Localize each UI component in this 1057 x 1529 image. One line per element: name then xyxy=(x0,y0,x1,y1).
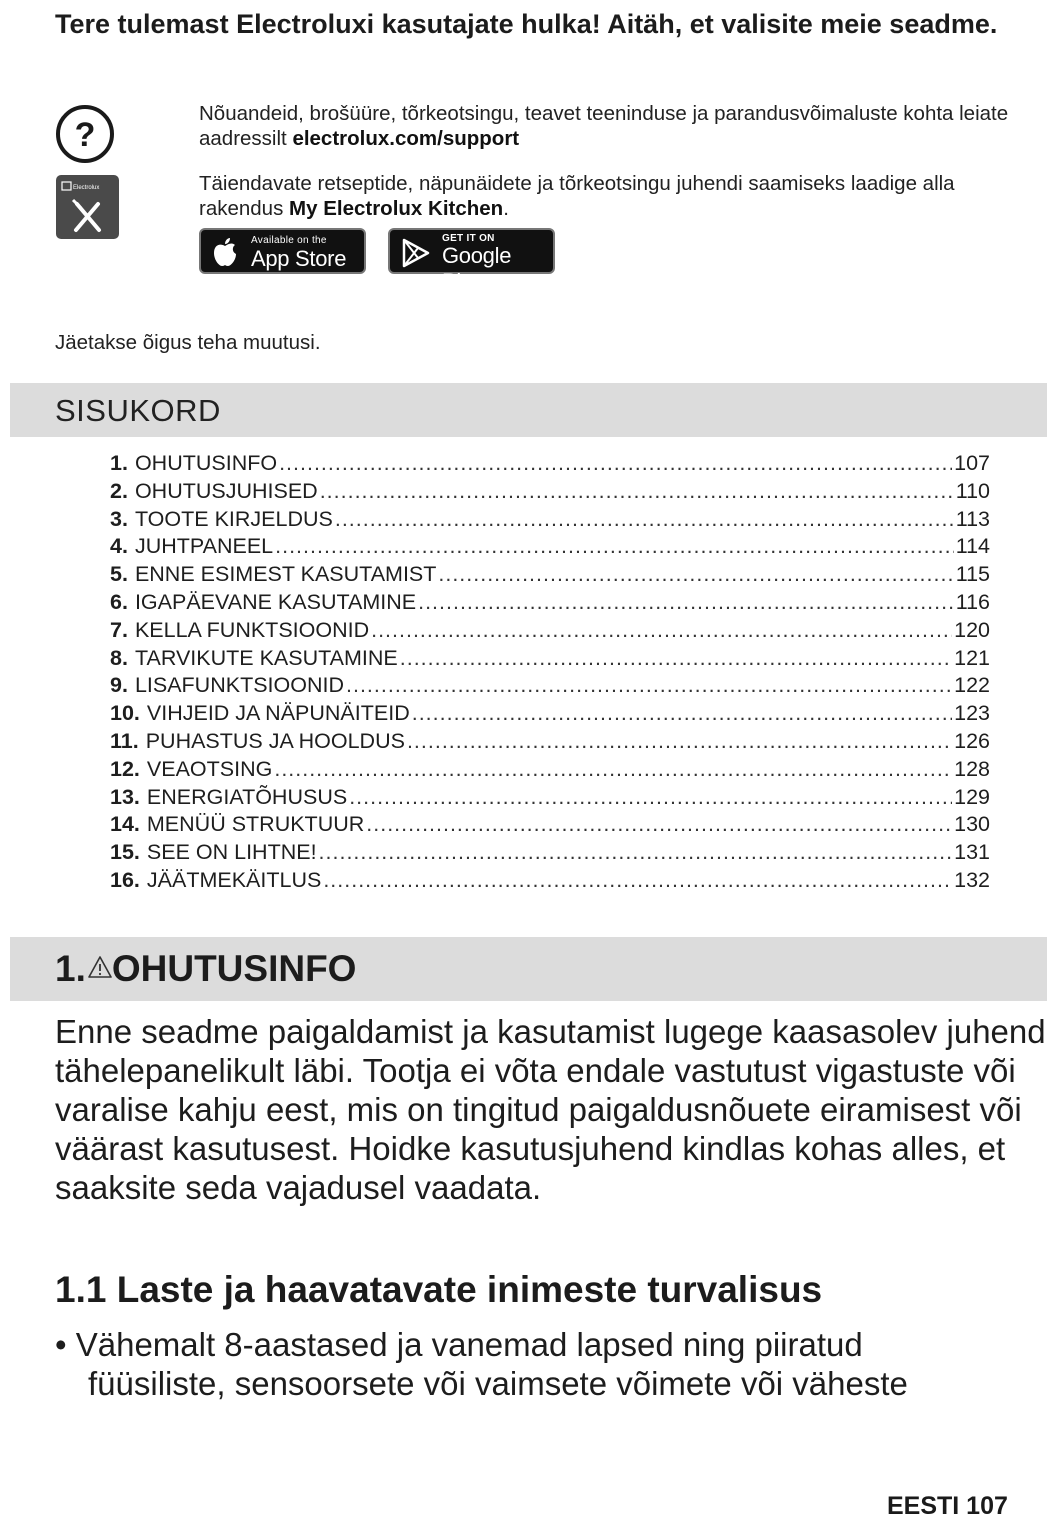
toc-page-number: 132 xyxy=(954,867,990,892)
app-text: Täiendavate retseptide, näpunäidete ja tõrkeotsingu juhendi saamiseks laadige alla rakendus xyxy=(199,172,955,220)
toc-row[interactable] xyxy=(110,812,990,840)
toc-row[interactable] xyxy=(110,785,990,813)
toc-number: 2. xyxy=(110,478,128,503)
bullet-item xyxy=(55,1325,1015,1403)
app-suffix: . xyxy=(503,197,509,220)
toc-page-number: 131 xyxy=(954,840,990,865)
app-store-big: App Store xyxy=(251,246,347,271)
support-paragraph xyxy=(199,101,1029,151)
svg-text:?: ? xyxy=(74,116,96,154)
toc-title: OHUTUSINFO xyxy=(134,451,278,475)
toc-row[interactable] xyxy=(110,729,990,757)
toc-number: 10. xyxy=(110,701,140,726)
welcome-heading: Tere tulemast Electroluxi kasutajate hulka! Aitäh, et valisite meie seadme. xyxy=(55,9,998,39)
app-paragraph xyxy=(199,171,1029,221)
google-play-badge[interactable] xyxy=(388,228,555,294)
toc-row[interactable] xyxy=(110,479,990,507)
toc-row[interactable] xyxy=(110,618,990,646)
toc-leader-dots xyxy=(323,868,952,893)
toc-leader-dots xyxy=(279,451,952,476)
section-1-intro: Enne seadme paigaldamist ja kasutamist lugege kaasasolev juhend tähelepanelikult läbi. Tootja ei võta endale vastutust vigastuste või varalise kahju eest, mis on tingitud paigaldusnõuete eiramisest või väärast kasutusest. Hoidke kasutusjuhend kindlas kohas alles, et saaksite seda vajadusel vaadata. xyxy=(55,1013,1046,1206)
toc-number: 5. xyxy=(110,562,128,587)
toc-title: OHUTUSJUHISED xyxy=(134,478,318,503)
toc-title: ENERGIATÕHUSUS xyxy=(146,784,348,809)
toc-row[interactable] xyxy=(110,701,990,729)
toc-leader-dots xyxy=(418,590,954,615)
subsection-1-1-title: 1.1 Laste ja haavatavate inimeste turvalisus xyxy=(55,1269,823,1310)
toc-page-number: 122 xyxy=(954,673,990,698)
toc-page-number: 121 xyxy=(954,645,990,670)
toc-heading: SISUKORD xyxy=(55,393,221,428)
support-text: Nõuandeid, brošüüre, tõrkeotsingu, teavet teeninduse ja parandusvõimaluste kohta leiate aadressilt xyxy=(199,102,1009,150)
toc-title: TOOTE KIRJELDUS xyxy=(134,506,333,531)
toc-title: SEE ON LIHTNE! xyxy=(146,840,317,865)
toc-row[interactable] xyxy=(110,868,990,896)
section-1-number: 1. xyxy=(55,948,86,989)
toc-leader-dots xyxy=(274,757,952,782)
toc-page-number: 128 xyxy=(954,756,990,781)
bullet-line-1: • Vähemalt 8-aastased ja vanemad lapsed ning piiratud xyxy=(55,1326,863,1363)
kitchen-app-icon xyxy=(55,174,120,240)
google-play-small: GET IT ON xyxy=(442,233,495,244)
toc-leader-dots xyxy=(320,479,954,504)
toc-page-number: 129 xyxy=(954,784,990,809)
toc-row[interactable] xyxy=(110,507,990,535)
toc-leader-dots xyxy=(319,840,953,865)
toc-title: ENNE ESIMEST KASUTAMIST xyxy=(134,562,437,587)
toc-page-number: 120 xyxy=(954,617,990,642)
toc-number: 6. xyxy=(110,589,128,614)
toc-number: 7. xyxy=(110,617,128,642)
toc-row[interactable] xyxy=(110,757,990,785)
toc-number: 3. xyxy=(110,506,128,531)
app-store-badge[interactable] xyxy=(199,228,366,274)
toc-page-number: 126 xyxy=(954,728,990,753)
toc-number: 4. xyxy=(110,534,128,559)
toc-number: 8. xyxy=(110,645,128,670)
toc-page-number: 116 xyxy=(955,589,990,614)
support-link[interactable]: electrolux.com/support xyxy=(292,127,520,150)
toc-title: TARVIKUTE KASUTAMINE xyxy=(134,645,398,670)
toc-leader-dots xyxy=(371,618,952,643)
toc-leader-dots xyxy=(366,812,952,837)
toc-page-number: 123 xyxy=(954,701,990,726)
toc-leader-dots xyxy=(412,701,952,726)
toc-title: IGAPÄEVANE KASUTAMINE xyxy=(134,589,417,614)
toc-row[interactable] xyxy=(110,646,990,674)
app-name: My Electrolux Kitchen xyxy=(289,197,504,220)
toc-number: 13. xyxy=(110,784,140,809)
toc-row[interactable] xyxy=(110,673,990,701)
section-1-title xyxy=(55,948,356,990)
toc-title: PUHASTUS JA HOOLDUS xyxy=(145,728,405,753)
toc-page-number: 130 xyxy=(954,812,990,837)
toc-row[interactable] xyxy=(110,590,990,618)
play-store-icon xyxy=(401,238,431,268)
toc-page-number: 115 xyxy=(955,562,990,587)
toc-title: MENÜÜ STRUKTUUR xyxy=(146,812,365,837)
toc-leader-dots xyxy=(400,646,952,671)
toc-leader-dots xyxy=(346,673,952,698)
toc-number: 16. xyxy=(110,867,140,892)
toc-page-number: 114 xyxy=(955,534,990,559)
apple-icon xyxy=(212,237,238,267)
toc-page-number: 110 xyxy=(955,478,990,503)
toc-title: VEAOTSING xyxy=(146,756,273,781)
toc-title: JUHTPANEEL xyxy=(134,534,274,559)
warning-icon xyxy=(88,955,112,979)
toc-number: 14. xyxy=(110,812,140,837)
page-footer: EESTI 107 xyxy=(887,1492,1008,1520)
toc-leader-dots xyxy=(438,562,953,587)
toc-row[interactable] xyxy=(110,451,990,479)
toc-row[interactable] xyxy=(110,562,990,590)
toc-row[interactable] xyxy=(110,840,990,868)
toc-leader-dots xyxy=(349,785,952,810)
toc-page-number: 107 xyxy=(954,451,990,475)
toc-title: JÄÄTMEKÄITLUS xyxy=(146,867,322,892)
table-of-contents xyxy=(110,451,990,896)
toc-leader-dots xyxy=(275,534,954,559)
toc-page-number: 113 xyxy=(955,506,990,531)
rights-note: Jäetakse õigus teha muutusi. xyxy=(55,331,321,354)
toc-title: VIHJEID JA NÄPUNÄITEID xyxy=(146,701,410,726)
google-play-big: Google Play xyxy=(442,243,512,294)
section-1-heading-text: OHUTUSINFO xyxy=(111,948,357,989)
toc-number: 15. xyxy=(110,840,140,865)
question-help-icon xyxy=(55,104,115,164)
toc-title: KELLA FUNKTSIOONID xyxy=(134,617,370,642)
toc-number: 11. xyxy=(110,728,139,753)
toc-title: LISAFUNKTSIOONID xyxy=(134,673,344,698)
toc-row[interactable] xyxy=(110,534,990,562)
app-store-small: Available on the xyxy=(251,235,327,246)
kitchen-icon-brand: Electrolux xyxy=(73,185,100,191)
bullet-line-2: füüsiliste, sensoorsete või vaimsete võimete või väheste xyxy=(88,1365,908,1402)
toc-number: 1. xyxy=(110,451,128,475)
toc-leader-dots xyxy=(407,729,952,754)
toc-leader-dots xyxy=(335,507,954,532)
toc-number: 9. xyxy=(110,673,128,698)
toc-number: 12. xyxy=(110,756,140,781)
